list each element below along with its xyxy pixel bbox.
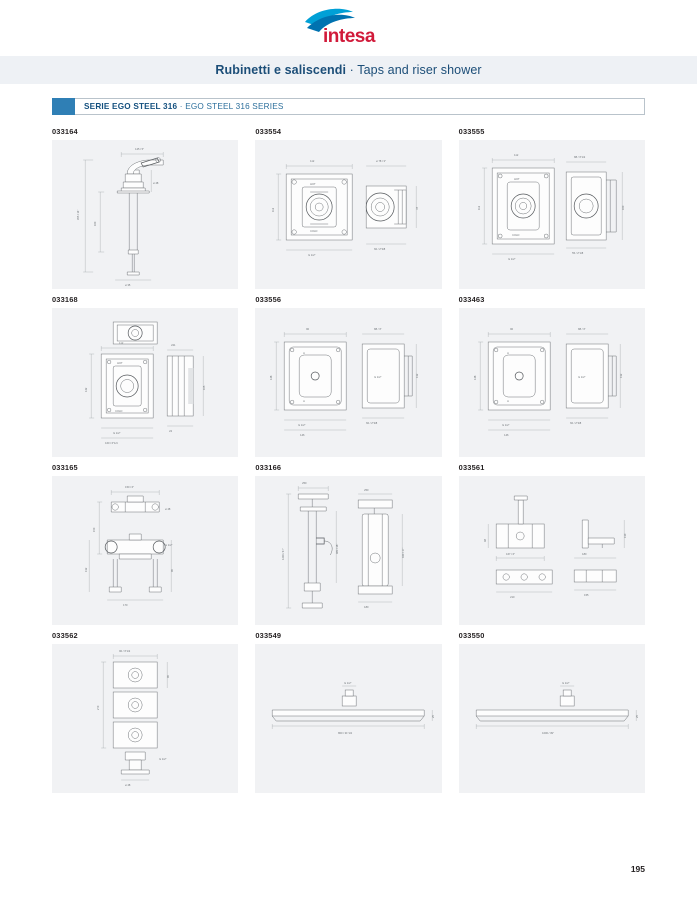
- svg-text:88 / 3"1/2: 88 / 3"1/2: [573, 156, 585, 159]
- product-cell: [459, 631, 645, 793]
- product-drawing: [255, 644, 441, 793]
- svg-text:150 / 6": 150 / 6": [125, 486, 135, 489]
- svg-text:210: 210: [509, 596, 515, 599]
- svg-text:440 / 17": 440 / 17": [402, 547, 406, 558]
- product-cell: [255, 127, 441, 289]
- product-code: 033550: [458, 631, 485, 640]
- svg-text:142: 142: [85, 387, 89, 392]
- product-code: 033554: [255, 127, 282, 136]
- product-drawing: [255, 140, 441, 289]
- series-name-it: SERIE EGO STEEL 316: [84, 102, 178, 111]
- svg-text:112: 112: [119, 342, 124, 345]
- svg-text:90: 90: [167, 675, 171, 678]
- product-drawing: [52, 140, 238, 289]
- svg-text:250: 250: [302, 482, 307, 485]
- svg-text:78: 78: [416, 207, 420, 210]
- product-code: 033166: [255, 463, 282, 472]
- product-drawing: [52, 644, 238, 793]
- svg-text:105: 105: [203, 385, 207, 390]
- svg-text:G 1/2": G 1/2": [507, 258, 516, 261]
- svg-text:155: 155: [583, 594, 589, 597]
- page-title-en: · Taps and riser shower: [346, 63, 482, 77]
- svg-text:G 1/2": G 1/2": [577, 376, 586, 379]
- svg-text:ø 48: ø 48: [153, 182, 159, 185]
- svg-text:1200 / 47": 1200 / 47": [282, 548, 286, 560]
- svg-text:88 / 3": 88 / 3": [577, 328, 586, 331]
- product-drawing: [255, 308, 441, 457]
- svg-text:90: 90: [171, 569, 175, 572]
- svg-text:A: A: [303, 352, 306, 355]
- svg-text:COLD: COLD: [115, 410, 123, 413]
- svg-text:HOT: HOT: [310, 183, 316, 186]
- svg-text:G 1/2": G 1/2": [561, 682, 570, 685]
- svg-text:ø 48: ø 48: [165, 508, 171, 511]
- product-code: 033463: [458, 295, 485, 304]
- svg-text:G 1/2": G 1/2": [374, 376, 382, 379]
- svg-text:125 / 5": 125 / 5": [135, 148, 145, 151]
- product-drawing: [459, 308, 645, 457]
- svg-text:intesa: intesa: [322, 26, 375, 46]
- product-cell: [52, 631, 238, 793]
- svg-text:800 / 31"1/2: 800 / 31"1/2: [338, 732, 353, 735]
- intesa-logo-mark: [297, 6, 401, 46]
- svg-text:G 1/2": G 1/2": [159, 758, 167, 761]
- product-cell: [255, 295, 441, 457]
- svg-text:A: A: [506, 400, 509, 403]
- series-separator: ·: [177, 102, 186, 111]
- svg-text:90 / 3"1/2: 90 / 3"1/2: [119, 650, 131, 653]
- svg-text:270: 270: [97, 705, 101, 710]
- svg-text:132: 132: [416, 373, 420, 378]
- svg-text:112: 112: [272, 207, 276, 212]
- product-cell: [255, 631, 441, 793]
- product-code: 033555: [458, 127, 485, 136]
- svg-text:G 1/2": G 1/2": [501, 424, 510, 427]
- svg-text:160: 160: [94, 221, 98, 226]
- product-code: 033168: [52, 295, 78, 304]
- svg-text:160: 160: [621, 205, 625, 210]
- svg-text:A: A: [506, 352, 509, 355]
- svg-text:ø 48: ø 48: [125, 784, 131, 787]
- product-drawing: [459, 140, 645, 289]
- svg-text:COLD: COLD: [511, 234, 520, 237]
- product-drawing: [255, 476, 441, 625]
- svg-text:ø 35: ø 35: [125, 284, 131, 287]
- page-title-band: [0, 56, 697, 84]
- svg-text:60 / 2"3/8: 60 / 2"3/8: [374, 248, 386, 251]
- svg-text:G 1/2": G 1/2": [298, 424, 306, 427]
- product-code: 033562: [52, 631, 78, 640]
- product-cell: [52, 463, 238, 625]
- svg-text:180: 180: [581, 553, 587, 556]
- product-drawing: [52, 308, 238, 457]
- svg-text:148: 148: [270, 375, 274, 380]
- svg-text:60 / 2"3/8: 60 / 2"3/8: [366, 422, 378, 425]
- svg-text:180: 180: [364, 606, 369, 609]
- series-color-swatch: [52, 98, 75, 115]
- product-drawing: [52, 476, 238, 625]
- svg-text:167 / 6": 167 / 6": [505, 553, 515, 556]
- svg-text:90: 90: [306, 328, 310, 331]
- product-cell: [255, 463, 441, 625]
- product-code: 033164: [52, 127, 78, 136]
- svg-text:980 / 38": 980 / 38": [336, 543, 340, 554]
- product-cell: [459, 295, 645, 457]
- svg-text:55 / 2"1/8: 55 / 2"1/8: [571, 252, 583, 255]
- svg-text:130: 130: [623, 533, 627, 538]
- svg-text:88 / 3": 88 / 3": [374, 328, 382, 331]
- svg-text:22: 22: [169, 430, 173, 433]
- svg-text:60 / 2"3/8: 60 / 2"3/8: [569, 422, 581, 425]
- svg-text:1000 / 39": 1000 / 39": [541, 732, 554, 735]
- svg-text:A: A: [303, 400, 306, 403]
- product-drawing: [459, 476, 645, 625]
- product-cell: [459, 127, 645, 289]
- product-drawing: [459, 644, 645, 793]
- product-cell: [52, 295, 238, 457]
- svg-text:132: 132: [619, 373, 623, 378]
- svg-text:HOT: HOT: [513, 178, 520, 181]
- svg-text:160 / 6"1/4: 160 / 6"1/4: [105, 442, 118, 445]
- series-label-box: [75, 98, 645, 115]
- product-code: 033561: [458, 463, 485, 472]
- product-grid: [52, 127, 645, 793]
- svg-text:ø 78 / 3": ø 78 / 3": [376, 160, 387, 163]
- svg-text:221: 221: [171, 344, 176, 347]
- page-title-it: Rubinetti e saliscendi: [215, 63, 347, 77]
- svg-text:G 1/2": G 1/2": [344, 682, 352, 685]
- svg-text:G 1/2": G 1/2": [165, 544, 173, 547]
- svg-text:COLD: COLD: [310, 230, 318, 233]
- product-code: 033165: [52, 463, 78, 472]
- svg-text:170: 170: [123, 604, 128, 607]
- svg-text:146: 146: [503, 434, 509, 437]
- svg-text:148: 148: [473, 375, 477, 380]
- page-number: 195: [630, 864, 645, 874]
- svg-text:146: 146: [300, 434, 305, 437]
- svg-text:355 / 14": 355 / 14": [77, 209, 81, 220]
- svg-text:112: 112: [513, 154, 518, 157]
- svg-text:G 1/2": G 1/2": [308, 254, 316, 257]
- product-cell: [52, 127, 238, 289]
- svg-text:112: 112: [310, 160, 315, 163]
- brand-logo: [0, 0, 697, 46]
- product-code: 033556: [255, 295, 282, 304]
- product-code: 033549: [255, 631, 282, 640]
- svg-text:HOT: HOT: [117, 362, 123, 365]
- svg-text:112: 112: [477, 205, 481, 210]
- svg-text:G 1/2": G 1/2": [113, 432, 121, 435]
- product-cell: [459, 463, 645, 625]
- series-bar: [52, 98, 645, 115]
- svg-text:25: 25: [635, 715, 639, 718]
- svg-text:150: 150: [93, 527, 97, 532]
- svg-text:48: 48: [483, 539, 487, 542]
- svg-text:25: 25: [432, 715, 436, 718]
- svg-text:90: 90: [509, 328, 513, 331]
- svg-text:132: 132: [85, 567, 89, 572]
- svg-text:250: 250: [364, 489, 369, 492]
- series-name-en: EGO STEEL 316 SERIES: [185, 102, 284, 111]
